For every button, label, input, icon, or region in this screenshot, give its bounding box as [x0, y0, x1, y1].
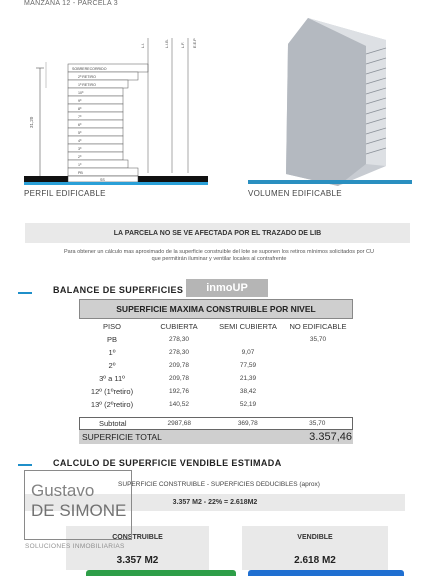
page-header-title: MANZANA 12 - PARCELA 3 [24, 0, 119, 7]
perfil-level-label: 1º [78, 163, 82, 167]
section-accent-bar [18, 292, 32, 294]
cell-cubierta: 278,30 [169, 336, 189, 343]
perfil-level-label: SS [100, 178, 105, 182]
perfil-caption: PERFIL EDIFICABLE [24, 189, 106, 198]
perfil-axis-label: L.I. [141, 42, 145, 48]
logo-tagline: SOLUCIONES INMOBILIARIAS [25, 543, 125, 550]
cell-cubierta: 278,30 [169, 349, 189, 356]
table-row [79, 398, 353, 411]
bottom-blue-button[interactable] [248, 570, 404, 576]
construible-label: CONSTRUIBLE [112, 534, 163, 541]
total-value: 3.357,46 [309, 431, 352, 443]
cell-semi-cubierta: 77,59 [239, 362, 257, 369]
cell-cubierta: 209,78 [169, 362, 189, 369]
column-header: NO EDIFICABLE [289, 322, 347, 331]
cell-cubierta: 140,52 [169, 401, 189, 408]
vendible-formula: 3.357 M2 - 22% = 2.618M2 [25, 494, 405, 511]
perfil-level-label: PB [78, 171, 83, 175]
table-row [79, 359, 353, 372]
column-header: CUBIERTA [160, 322, 198, 331]
table-row [79, 333, 353, 346]
table-row [79, 385, 353, 398]
perfil-level-label: 3º [78, 147, 82, 151]
cell-subtotal-semi: 369,78 [237, 420, 258, 427]
cell-semi-cubierta: 21,39 [239, 375, 257, 382]
logo-line-2: DE SIMONE [31, 501, 127, 520]
perfil-level-label: 2º RETIRO [78, 75, 96, 79]
perfil-edificable-diagram [20, 28, 220, 188]
cell-cubierta: 192,76 [169, 388, 189, 395]
perfil-level-label: 10º [78, 91, 84, 95]
bottom-green-button[interactable] [86, 570, 236, 576]
cell-cubierta: 209,78 [169, 375, 189, 382]
perfil-level-label: 2º [78, 155, 82, 159]
vendible-section-title: CALCULO DE SUPERFICIE VENDIBLE ESTIMADA [53, 458, 282, 468]
section-accent-bar [18, 464, 32, 466]
volumen-edificable-render [248, 14, 412, 188]
vendible-label: VENDIBLE [297, 534, 333, 541]
intro-paragraph: Para obtener un cálculo mas aproximado de la superficie construible del lote se suponen los retiros mínimos solicitados por CU que permitirán iluminar y ventilar locales al contrafrente [64, 249, 374, 262]
logo-line-1: Gustavo [31, 481, 95, 500]
balance-section-title: BALANCE DE SUPERFICIES [53, 285, 184, 295]
column-header: PISO [103, 322, 121, 331]
cell-piso: 3º a 11º [99, 374, 125, 383]
cell-piso: PB [106, 335, 117, 344]
perfil-level-label: 5º [78, 131, 82, 135]
cell-subtotal-label: Subtotal [98, 419, 127, 428]
perfil-level-label: 8º [78, 107, 82, 111]
cell-semi-cubierta: 52,19 [239, 401, 257, 408]
perfil-level-label: SOBRERECORRIDO [72, 67, 107, 71]
total-label: SUPERFICIE TOTAL [82, 432, 162, 442]
table-header-row [79, 320, 353, 333]
table-title: SUPERFICIE MAXIMA CONSTRUIBLE POR NIVEL [79, 299, 353, 319]
perfil-axis-label: L.F. [181, 41, 185, 48]
perfil-level-label: 6º [78, 123, 82, 127]
superficie-table [79, 299, 353, 444]
perfil-level-label: 9º [78, 99, 82, 103]
total-row [79, 430, 353, 444]
perfil-level-label: 4º [78, 139, 82, 143]
table-row [79, 372, 353, 385]
vendible-box [242, 526, 388, 570]
table-row [79, 346, 353, 359]
column-header: SEMI CUBIERTA [219, 322, 277, 331]
perfil-axis-label: E.E.P [193, 38, 197, 48]
vendible-subtitle: SUPERFICIE CONSTRUIBLE - SUPERFICIES DEDUCIBLES (aprox) [118, 481, 320, 488]
cell-subtotal-no-edificable: 35,70 [309, 420, 326, 427]
cell-piso: 1º [108, 348, 116, 357]
perfil-dimension-label: 31,20 [29, 116, 34, 128]
cell-no-edificable: 35,70 [309, 336, 327, 343]
volumen-caption: VOLUMEN EDIFICABLE [248, 189, 342, 198]
cell-piso: 2º [108, 361, 116, 370]
subtotal-row [79, 417, 353, 430]
cell-subtotal-cubierta: 2987,68 [167, 420, 192, 427]
gustavo-de-simone-logo [24, 470, 132, 550]
perfil-axis-label: L.I.B. [165, 39, 169, 48]
cell-piso: 13º (2ºretiro) [90, 400, 134, 409]
vendible-value: 2.618 M2 [294, 555, 336, 566]
construible-value: 3.357 M2 [116, 555, 159, 566]
cell-piso: 12º (1ºretiro) [90, 387, 134, 396]
cell-semi-cubierta: 9,07 [241, 349, 255, 356]
perfil-level-label: 1º RETIRO [78, 83, 96, 87]
cell-semi-cubierta: 38,42 [239, 388, 257, 395]
perfil-level-label: 7º [78, 115, 82, 119]
lib-notice-banner: LA PARCELA NO SE VE AFECTADA POR EL TRAZADO DE LIB [25, 223, 410, 243]
inmoup-watermark: inmoUP [186, 279, 268, 297]
